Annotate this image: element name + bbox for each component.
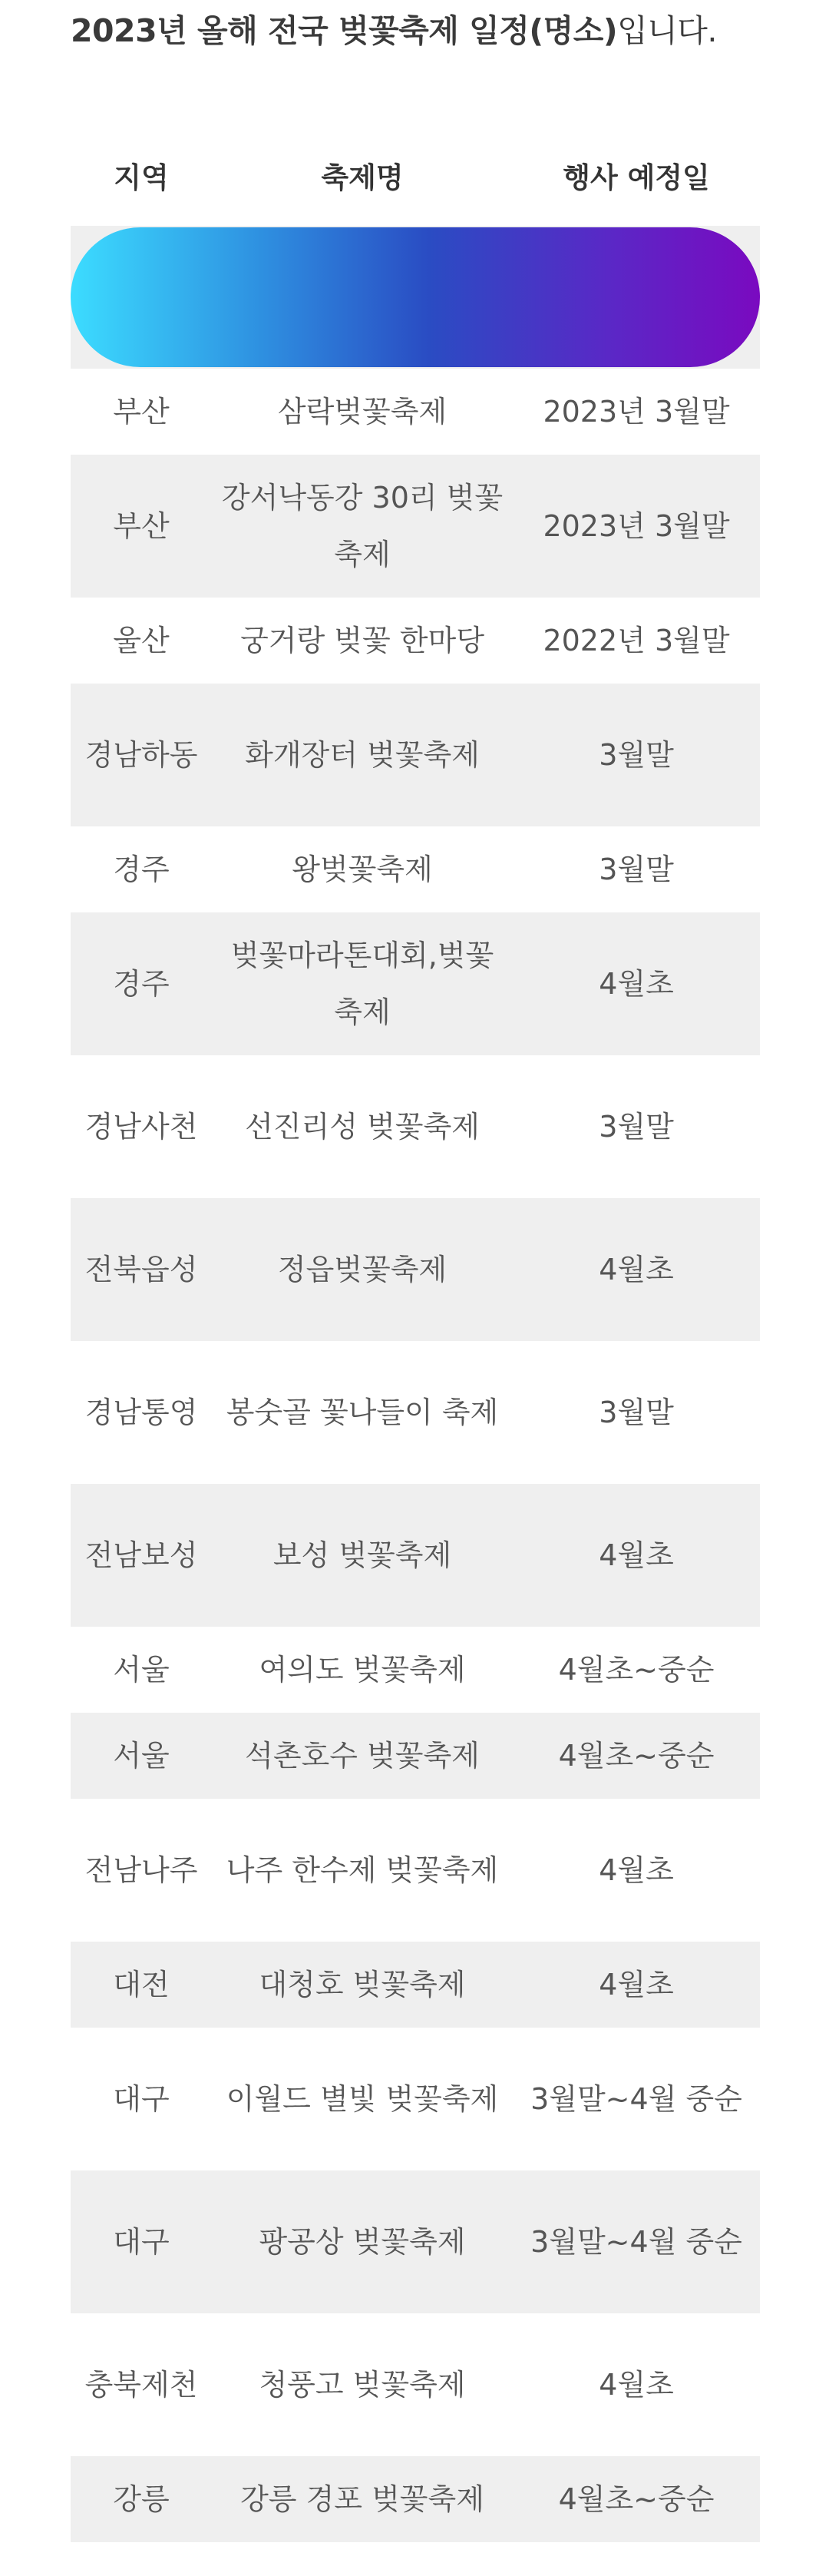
cell-region: 경주 — [113, 967, 170, 1001]
cell-date: 4월초 — [599, 1538, 674, 1572]
cell-festival: 팡공상 벚꽃축제 — [259, 2225, 466, 2259]
table-row — [71, 369, 760, 455]
cell-festival: 정읍벚꽃축제 — [277, 1253, 448, 1286]
cell-region: 부산 — [113, 509, 170, 543]
cell-festival: 벚꽃마라톤대회,벚꽃축제 — [230, 939, 494, 1029]
cell-festival: 나주 한수제 벚꽃축제 — [226, 1853, 499, 1887]
table-header-row — [71, 131, 760, 226]
cell-region: 대구 — [113, 2082, 170, 2116]
cell-date: 3월말 — [599, 853, 674, 886]
cell-region: 서울 — [113, 1739, 170, 1773]
cell-region: 전남보성 — [84, 1538, 198, 1572]
cell-festival: 삼락벚꽃축제 — [277, 395, 448, 429]
table-row — [71, 1055, 760, 1198]
cell-region: 경주 — [113, 853, 170, 886]
table-row — [71, 1341, 760, 1484]
cell-region: 충북제천 — [84, 2368, 198, 2402]
cell-festival: 이월드 별빛 벚꽃축제 — [226, 2082, 499, 2116]
cell-date: 3월말 — [599, 738, 674, 772]
table-row — [71, 684, 760, 826]
cell-date: 4월초~중순 — [558, 1653, 715, 1687]
cell-date: 4월초 — [599, 967, 674, 1001]
cell-region: 전북읍성 — [84, 1253, 198, 1286]
cell-region: 대전 — [113, 1968, 170, 2002]
cell-region: 강릉 — [113, 2482, 170, 2516]
cell-region: 경남하동 — [84, 738, 198, 772]
cell-date: 3월말 — [599, 1110, 674, 1144]
cell-date: 2022년 3월말 — [543, 624, 730, 657]
cell-festival: 화개장터 벚꽃축제 — [245, 738, 480, 772]
cell-festival: 봉숫골 꽃나들이 축제 — [226, 1396, 499, 1429]
table-body — [71, 369, 760, 2542]
cell-region: 경남통영 — [84, 1396, 198, 1429]
table-row — [71, 1484, 760, 1627]
page-title — [71, 6, 717, 55]
cell-date: 4월초~중순 — [558, 2482, 715, 2516]
gradient-pill-banner — [71, 227, 760, 367]
cell-region: 울산 — [113, 624, 170, 657]
cell-date: 4월초~중순 — [558, 1739, 715, 1773]
cell-date: 4월초 — [599, 2368, 674, 2402]
cell-festival: 석촌호수 벚꽃축제 — [245, 1739, 480, 1773]
cell-date: 4월초 — [599, 1853, 674, 1887]
cell-festival: 여의도 벚꽃축제 — [259, 1653, 466, 1687]
cell-festival: 보성 벚꽃축제 — [272, 1538, 452, 1572]
cell-festival: 강서낙동강 30리 벚꽃 축제 — [221, 481, 504, 571]
header-region: 지역 — [114, 161, 169, 194]
table-row — [71, 2313, 760, 2456]
cell-region: 부산 — [113, 395, 170, 429]
table-row — [71, 1198, 760, 1341]
table-row — [71, 2170, 760, 2313]
cell-festival: 청풍고 벚꽃축제 — [259, 2368, 466, 2402]
cell-date: 3월말~4월 중순 — [530, 2082, 742, 2116]
table-row — [71, 1799, 760, 1942]
table-row — [71, 2028, 760, 2170]
table-row — [71, 912, 760, 1055]
cell-festival: 왕벚꽃축제 — [292, 853, 433, 886]
cell-region: 경남사천 — [84, 1110, 198, 1144]
cell-date: 3월말~4월 중순 — [530, 2225, 742, 2259]
page-title-bold: 2023년 올해 전국 벚꽃축제 일정(명소) — [71, 12, 618, 49]
gradient-banner-row — [71, 226, 760, 369]
table-row — [71, 826, 760, 912]
cell-region: 서울 — [113, 1653, 170, 1687]
cell-region: 대구 — [113, 2225, 170, 2259]
cell-festival: 궁거랑 벚꽃 한마당 — [240, 624, 484, 657]
cell-region: 전남나주 — [84, 1853, 198, 1887]
table-row — [71, 1713, 760, 1799]
table-row — [71, 2456, 760, 2542]
festival-table — [71, 131, 760, 2542]
table-row — [71, 598, 760, 684]
cell-festival: 선진리성 벚꽃축제 — [245, 1110, 480, 1144]
cell-festival: 대청호 벚꽃축제 — [259, 1968, 466, 2002]
header-date: 행사 예정일 — [563, 161, 710, 194]
table-row — [71, 455, 760, 598]
page-title-normal: 입니다. — [617, 12, 717, 49]
cell-date: 4월초 — [599, 1253, 674, 1286]
cell-date: 3월말 — [599, 1396, 674, 1429]
cell-date: 2023년 3월말 — [543, 509, 730, 543]
cell-date: 2023년 3월말 — [543, 395, 730, 429]
table-row — [71, 1627, 760, 1713]
table-row — [71, 1942, 760, 2028]
cell-date: 4월초 — [599, 1968, 674, 2002]
cell-festival: 강릉 경포 벚꽃축제 — [240, 2482, 484, 2516]
header-festival: 축제명 — [321, 161, 404, 194]
